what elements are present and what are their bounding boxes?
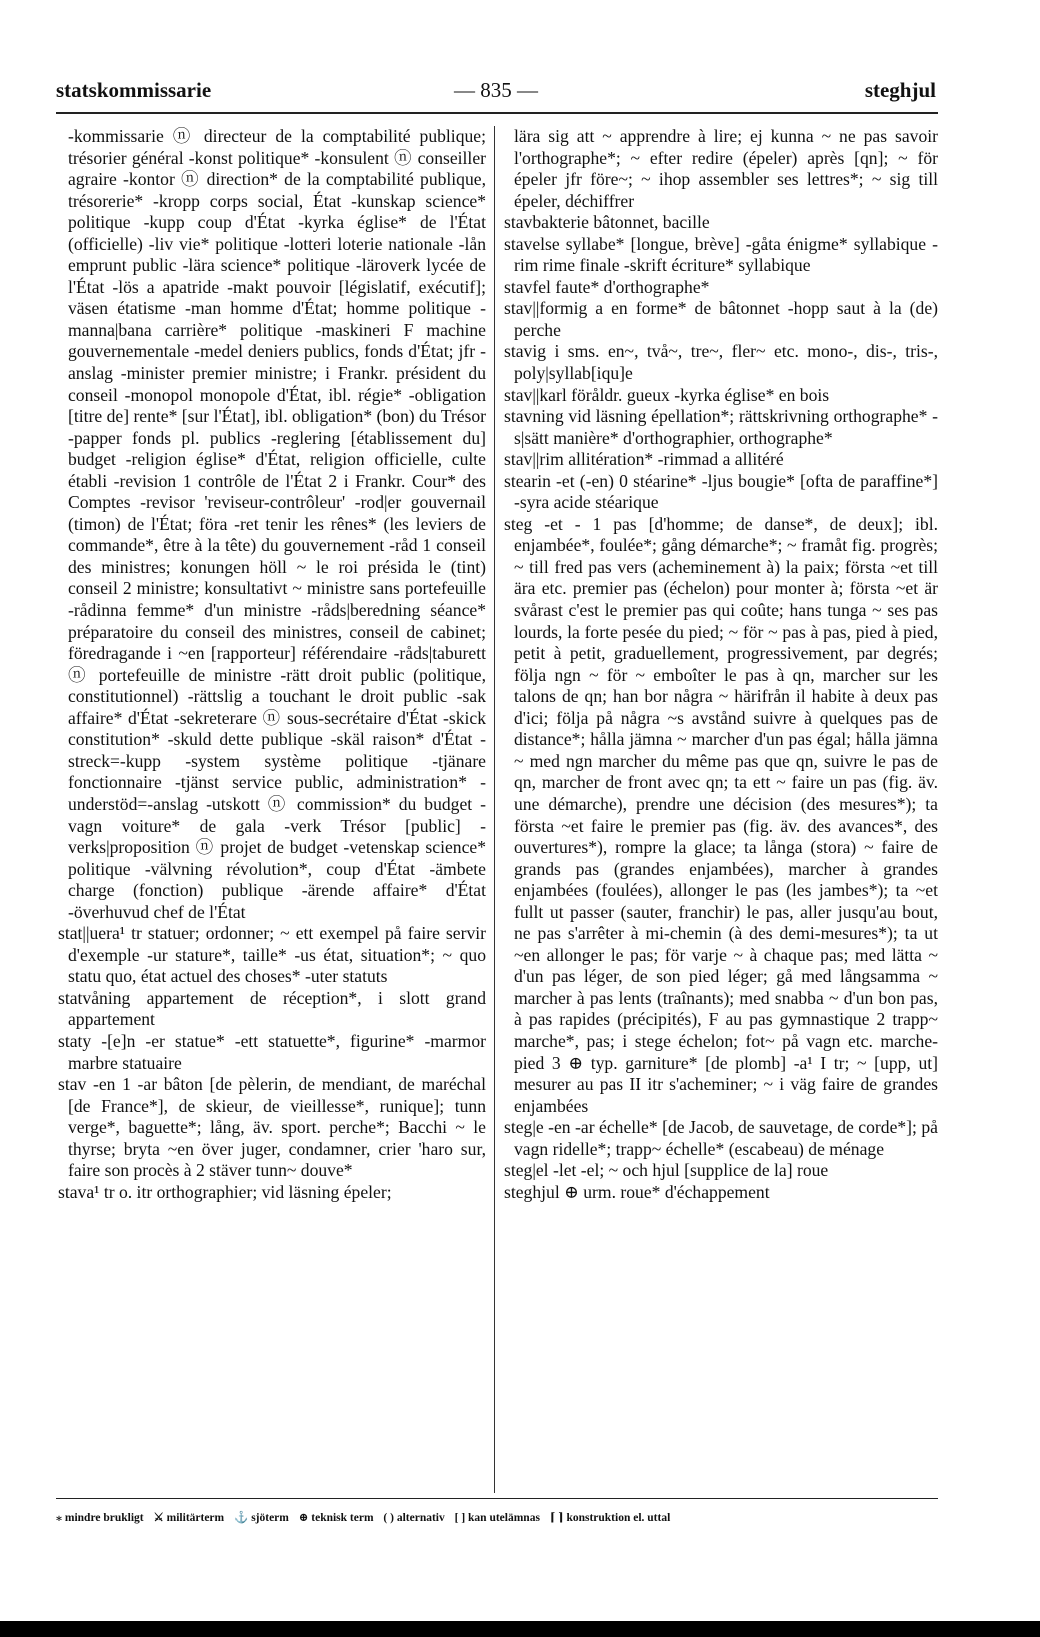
legend-item: ⌈ ⌉ konstruktion el. uttal <box>549 1512 671 1524</box>
dictionary-entry: stav||rim allitération* -rimmad a allitéré <box>504 449 784 470</box>
dictionary-entry: lära sig att ~ apprendre à lire; ej kunna ~ ne pas savoir l'orthographe*; ~ efter redire (épeler) après [qn]; ~ för épeler jfr före~; ~ ihop assembler ses lettres*; ~ sig till épeler, déchiffrer <box>514 126 938 211</box>
legend-item: ⚔ militärterm <box>153 1512 225 1524</box>
dictionary-entry: stavbakterie bâtonnet, bacille <box>504 212 710 233</box>
column-divider <box>494 126 495 1493</box>
dictionary-entry: stavelse syllabe* [longue, brève] -gåta énigme* syllabique -rim rime finale -skrift écriture* syllabique <box>504 233 938 276</box>
dictionary-entry: stearin -et (-en) 0 stéarine* -ljus bougie* [ofta de paraffine*] -syra acide stéarique <box>504 470 938 513</box>
dictionary-entry: stat||uera¹ tr statuer; ordonner; ~ ett exempel på faire servir d'exemple -ur stature*, taille* -us état, situation*; ~ quo statu quo, état actuel des choses* -uter statuts <box>58 923 486 987</box>
legend-item: ⊕ teknisk term <box>298 1512 374 1524</box>
dictionary-entry: stava¹ tr o. itr orthographier; vid läsning épeler; <box>58 1181 392 1202</box>
footer-rule <box>56 1498 938 1499</box>
legend-item: ( ) alternativ <box>383 1512 445 1524</box>
dictionary-entry: steg|e -en -ar échelle* [de Jacob, de sauvetage, de corde*]; på vagn ridelle*; trapp~ échelle* (escabeau) de ménage <box>504 1117 938 1159</box>
running-header <box>56 78 936 114</box>
dictionary-entry: -kommissarie ⓝ directeur de la comptabilité publique; trésorier général -konst politique* -konsulent ⓝ conseiller agraire -kontor ⓝ direction* de la comptabilité publique, trésorerie* -kropp corps social, État -kunskap science* politique -kupp coup d'État -kyrka église* de l'État (officielle) -liv vie* politique -lotteri loterie nationale -lån emprunt public -lära science* politique -läroverk lycée de l'État -lös a apatride -makt pouvoir [législatif, exécutif]; väsen étatisme -man homme d'État; homme politique -manna|bana carrière* politique -maskineri F machine gouvernementale -medel deniers publics, fonds d'État; jfr -anslag -minister premier ministre; i Frankr. président du conseil -monopol monopole d'État, ibl. régie* -obligation [titre de] rente* [sur l'État], ibl. obligation* (bon) du Trésor -papper fonds pl. publics -reglering [établissement du] budget -religion église* d'État, religion officielle, culte établi -revision 1 contrôle de l'État 2 i Frankr. Cour* des Comptes -revisor 'reviseur-contrôleur' -rod|er gouvernail (timon) de l'État; föra -ret tenir les rênes* (les leviers de commande*, être à la tête) du gouvernement -råd 1 conseil des ministres; konungen höll ~ le roi présida le (tint) conseil 2 ministre; konsultativt ~ ministre sans portefeuille -rådinna femme* d'un ministre -råds|beredning séance* préparatoire du conseil des ministres, conseil de cabinet; föredragande i ~en [rapporteur] référendaire -råds|taburett ⓝ portefeuille de ministre -rätt droit public (politique, constitutionnel) -rättslig a touchant le droit public -sak affaire* d'État -sekreterare ⓝ sous-secrétaire d'État -skick constitution* -skuld dette publique -skäl raison* d'État -streck=-kupp -system système politique -tjänare fonctionnaire -tjänst service public, administration* -understöd=-anslag -utskott ⓝ commission* du budget -vagn voiture* de gala -verk Trésor [public] -verks|proposition ⓝ projet de budget -vetenskap science* politique -välvning révolution*, coup d'État -ämbete charge (fonction) publique -ärende affaire* d'État -överhuvud chef de l'État <box>68 126 487 922</box>
dictionary-entry: stav -en 1 -ar bâton [de pèlerin, de mendiant, de maréchal [de France*], de skieur, de vieillesse*, runique]; tunn verge*, baguette*; lång, äv. sport. perche*; Bacchi ~ le thyrse; bryta ~en över juger, condamner, crier 'haro sur, faire son procès à 2 stäver tunn~ douve* <box>58 1074 486 1181</box>
dictionary-entry: steg|el -let -el; ~ och hjul [supplice de la] roue <box>504 1160 829 1181</box>
scan-edge <box>0 1621 1040 1637</box>
dictionary-entry: statvåning appartement de réception*, i slott grand appartement <box>58 987 486 1030</box>
legend-item: ⚓ sjöterm <box>234 1512 289 1524</box>
right-column <box>504 126 938 1203</box>
page-number: — 835 — <box>454 78 538 102</box>
header-first-headword: statskommissarie <box>56 78 212 102</box>
dictionary-entry: stavig i sms. en~, två~, tre~, fler~ etc. mono-, dis-, tris-, poly|syllab[iqu]e <box>504 341 938 384</box>
header-last-headword: steghjul <box>864 78 936 102</box>
legend-item: [ ] kan utelämnas <box>454 1512 540 1524</box>
dictionary-entry: staty -[e]n -er statue* -ett statuette*, figurine* -marmor marbre statuaire <box>58 1030 486 1073</box>
left-column <box>58 126 486 1203</box>
header-rule <box>56 112 938 114</box>
legend-item: ⁎ mindre brukligt <box>56 1512 144 1524</box>
dictionary-entry: stav||formig a en forme* de bâtonnet -hopp saut à la (de) perche <box>504 298 938 340</box>
dictionary-entry: stav||karl föråldr. gueux -kyrka église* en bois <box>504 384 830 405</box>
dictionary-entry: steghjul ⊕ urm. roue* d'échappement <box>504 1181 770 1202</box>
symbol-legend <box>56 1510 938 1524</box>
dictionary-entry: stavning vid läsning épellation*; rättskrivning orthographe* -s|sätt manière* d'orthographier, orthographe* <box>504 406 938 448</box>
dictionary-entry: stavfel faute* d'orthographe* <box>504 276 710 297</box>
dictionary-entry: steg -et - 1 pas [d'homme; de danse*, de deux]; ibl. enjambée*, foulée*; gång démarche*; ~ framåt fig. progrès; ~ till fred pas vers (acheminement à) la paix; första ~et till ära etc. premier pas (échelon) pour monter à; första ~et är svårast c'est le premier pas qui coûte; hans tunga ~ ses pas lourds, la forte pesée du pied; ~ för ~ pas à pas, pied à pied, petit à petit, graduellement, progressivement, par degrés; följa ngn ~ för ~ emboîter le pas à qn, marcher sur les talons de qn; han bor några ~ härifrån il habite à deux pas d'ici; följa på några ~s avstånd suivre à quelques pas de distance*; hålla jämna ~ marcher d'un pas égal; hålla jämna ~ med ngn marcher du même pas que qn, suivre le pas de qn, marcher de front avec qn; ta ett ~ faire un pas (fig. äv. une démarche), prendre une décision (des mesures*); ta första ~et faire le premier pas (fig. äv. des avances*, des ouvertures*), rompre la glace; ta långa (stora) ~ faire de grands pas (grandes enjambées), marcher à grandes enjambées (foulées), allonger le pas (les jambes*); ta ~et fullt ut passer (sauter, franchir) le pas, aller jusqu'au bout, ne pas s'arrêter à mi-chemin (à des demi-mesures*); ta ut ~en allonger le pas; för varje ~ à chaque pas; med lätta ~ d'un pas léger, de son pied léger; gå med långsamma ~ marcher à pas lents (traînants); med snabba ~ d'un bon pas, à pas rapides (précipités), F au pas gymnastique 2 trapp~ marche*, pas; i stege échelon; fot~ på vagn etc. marche-pied 3 ⊕ typ. garniture* [de plomb] -a¹ I tr; ~ [upp, ut] mesurer au pas II itr s'acheminer; ~ i väg faire de grandes enjambées <box>504 513 938 1116</box>
